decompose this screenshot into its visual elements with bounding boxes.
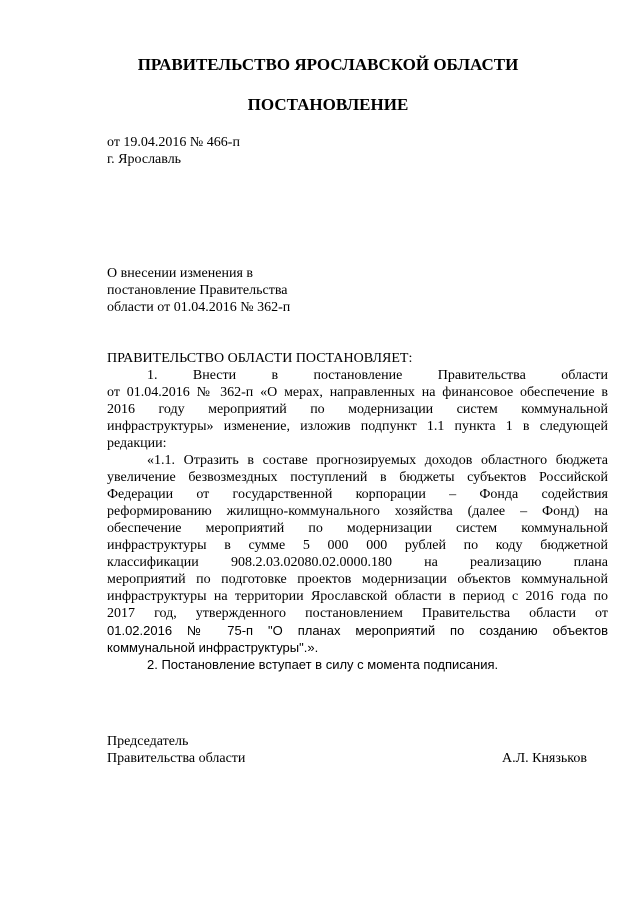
- quote-line: увеличение безвозмездных поступлений в бюджеты субъектов Российской: [107, 470, 608, 485]
- quote-line: классификации 908.2.03.02080.02.0000.180 на реализацию плана: [107, 555, 608, 570]
- item2-line: 2. Постановление вступает в силу с момента подписания.: [147, 657, 499, 672]
- signatory-name: А.Л. Князьков: [502, 751, 587, 766]
- document-city: г. Ярославль: [107, 152, 182, 167]
- quote-line: инфраструктуры на территории Ярославской области в период с 2016 года по: [107, 589, 608, 604]
- signatory-title-line1: Председатель: [107, 734, 189, 749]
- subject-line: О внесении изменения в: [107, 266, 253, 281]
- signatory-title-line2: Правительства области: [107, 751, 246, 766]
- document-date-number: от 19.04.2016 № 466-п: [107, 135, 240, 150]
- document-type-heading: ПОСТАНОВЛЕНИЕ: [247, 95, 409, 114]
- quote-line: 2017 год, утвержденного постановлением Правительства области от: [107, 606, 608, 621]
- item1-line: 2016 году мероприятий по модернизации систем коммунальной: [107, 402, 608, 417]
- government-heading: ПРАВИТЕЛЬСТВО ЯРОСЛАВСКОЙ ОБЛАСТИ: [137, 55, 519, 74]
- quote-line: Федерации от государственной корпорации – Фонда содействия: [107, 487, 608, 502]
- subject-line: постановление Правительства: [107, 283, 288, 298]
- quote-line: обеспечение мероприятий по модернизации систем коммунальной: [107, 521, 608, 536]
- signature-block: [107, 733, 587, 767]
- item1-line: редакции:: [107, 436, 167, 451]
- quote-line: коммунальной инфраструктуры".».: [107, 640, 319, 655]
- quote-line: 01.02.2016 № 75-п "О планах мероприятий по созданию объектов: [107, 623, 608, 638]
- quote-line: «1.1. Отразить в составе прогнозируемых доходов областного бюджета: [147, 453, 608, 468]
- item1-line: инфраструктуры» изменение, изложив подпункт 1.1 пункта 1 в следующей: [107, 419, 608, 434]
- quote-line: мероприятий по подготовке проектов модернизации объектов коммунальной: [107, 572, 608, 587]
- preamble: ПРАВИТЕЛЬСТВО ОБЛАСТИ ПОСТАНОВЛЯЕТ:: [107, 351, 413, 366]
- document-body: [107, 350, 608, 673]
- quote-line: реформированию жилищно-коммунального хозяйства (далее – Фонд) на: [107, 504, 608, 519]
- item1-line: 1. Внести в постановление Правительства области: [147, 368, 608, 383]
- document-subject: [107, 265, 347, 316]
- item1-line: от 01.04.2016 № 362-п «О мерах, направленных на финансовое обеспечение в: [107, 385, 608, 400]
- subject-line: области от 01.04.2016 № 362-п: [107, 300, 291, 315]
- quote-line: инфраструктуры в сумме 5 000 000 рублей по коду бюджетной: [107, 538, 608, 553]
